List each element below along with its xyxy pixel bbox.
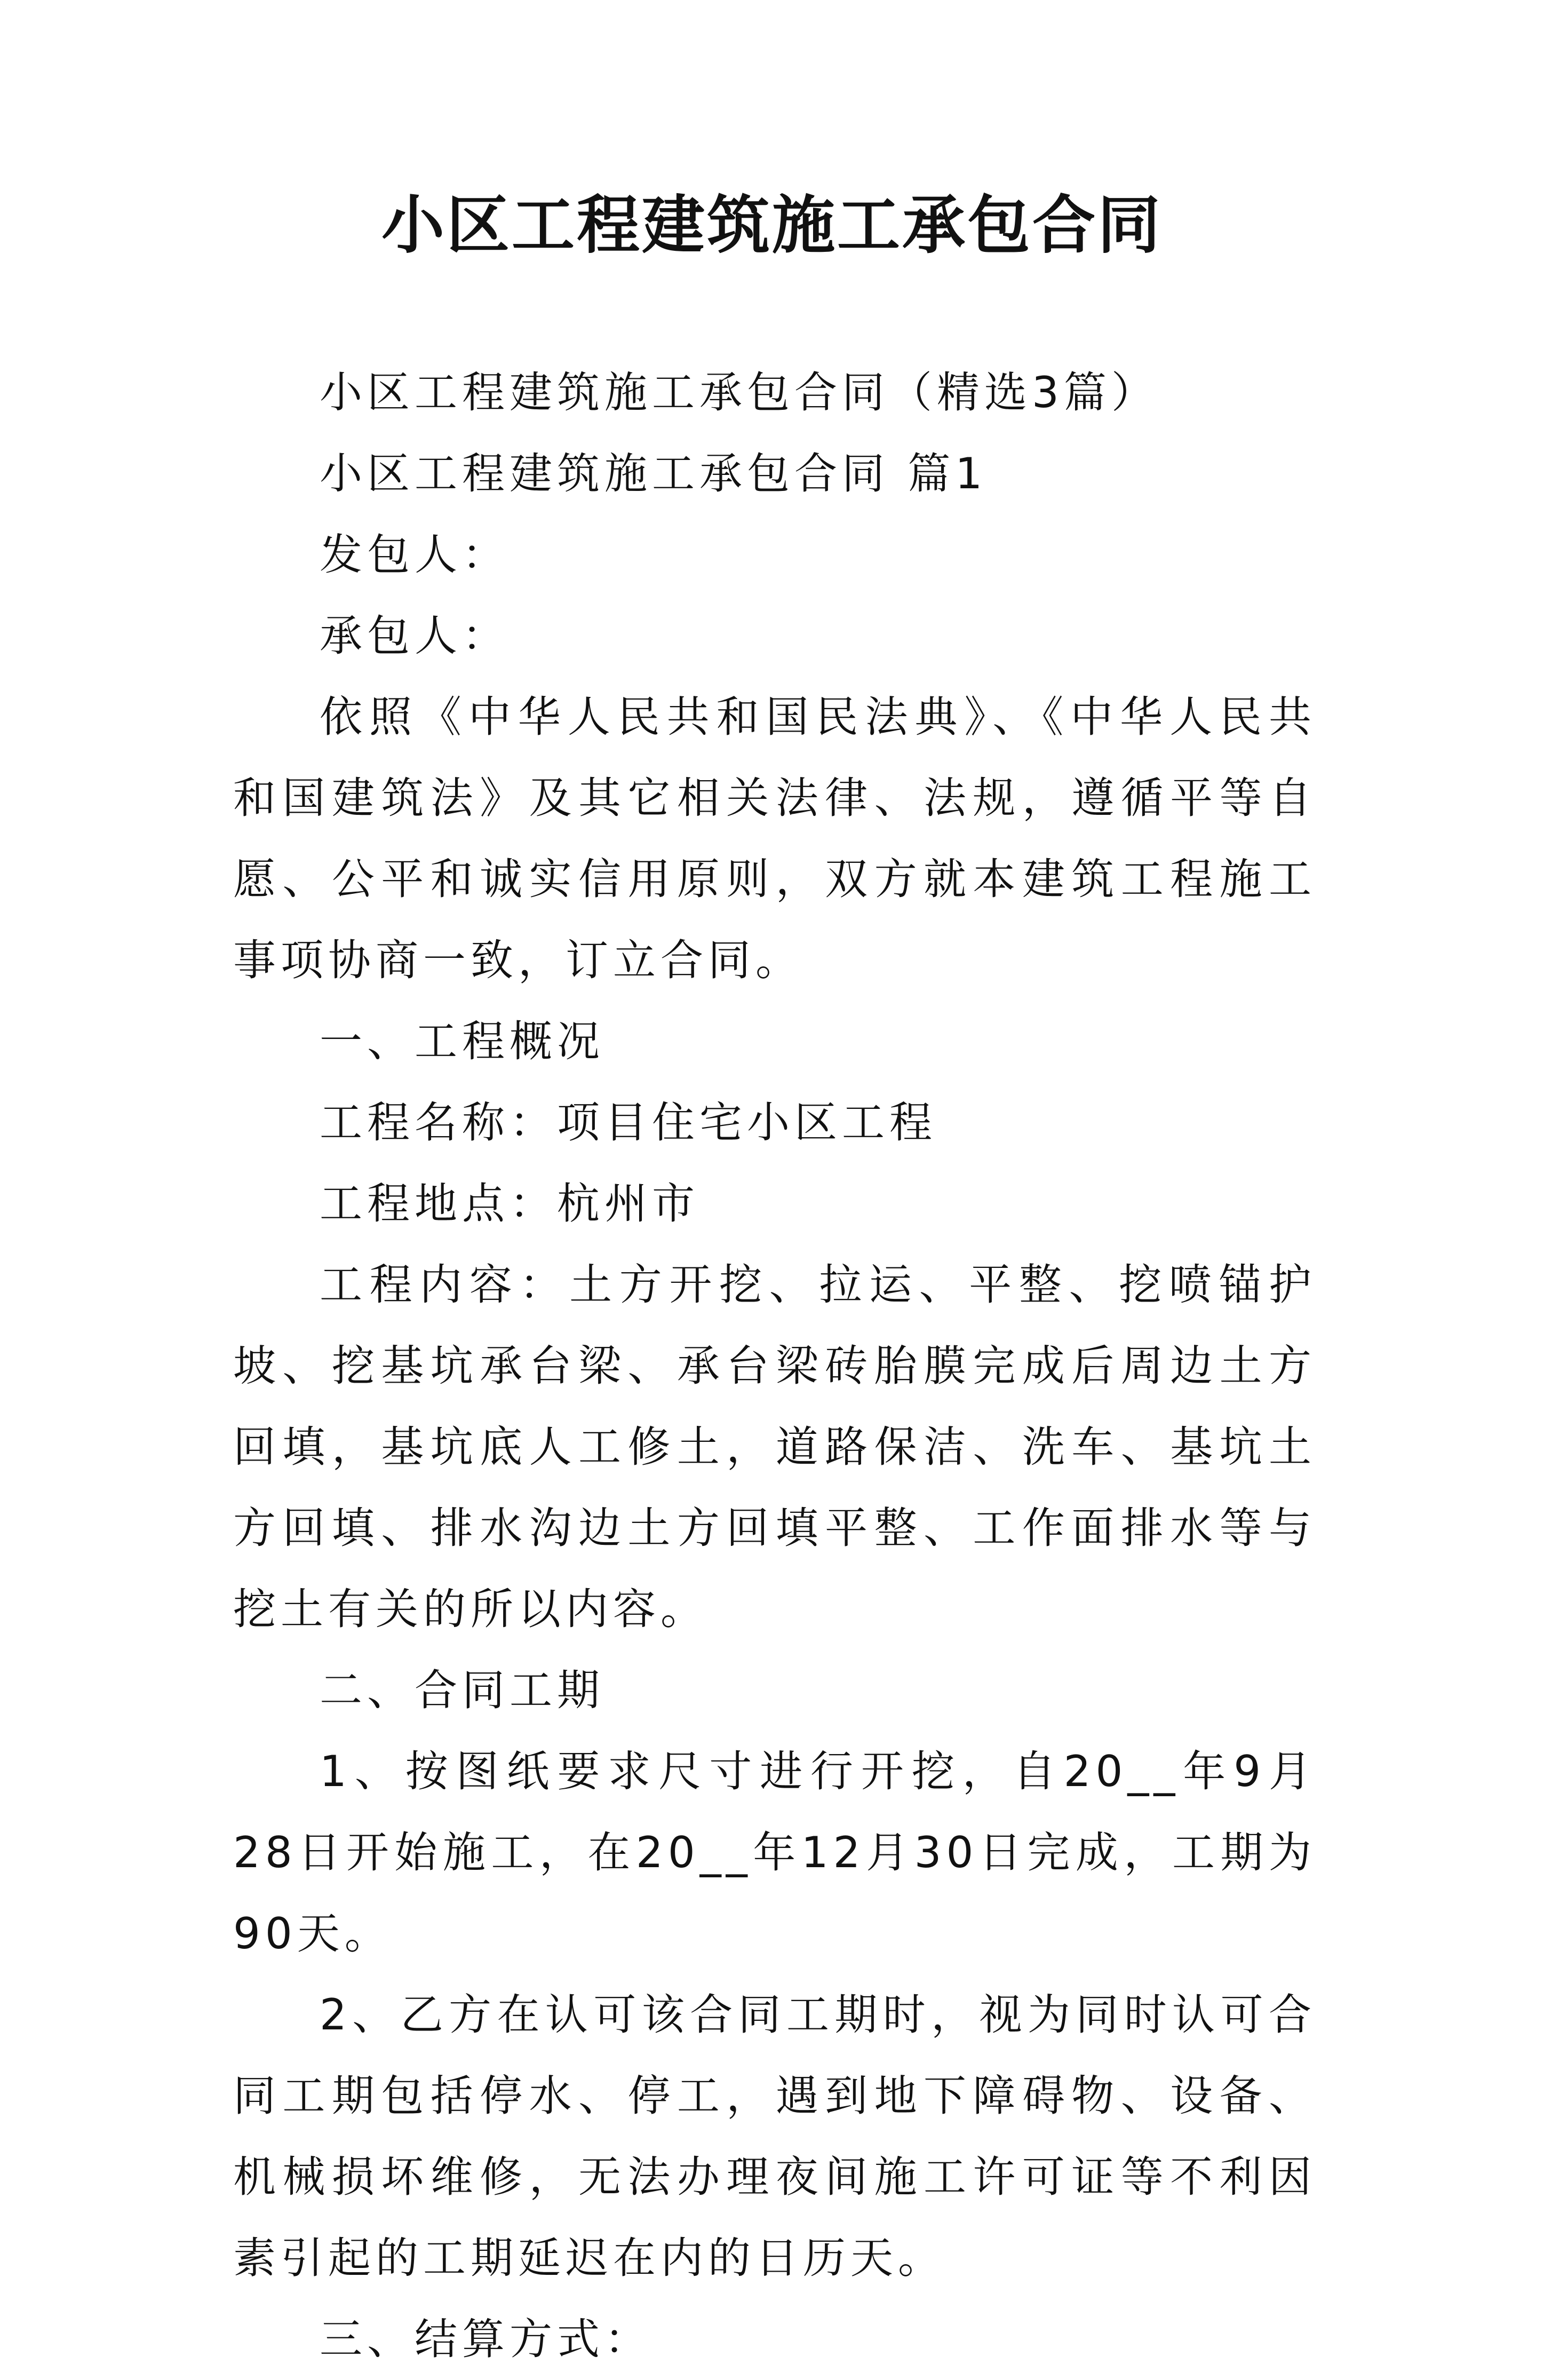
party-a-line: 发包人： bbox=[320, 530, 510, 580]
subtitle-paragraph: 小区工程建筑施工承包合同（精选3篇） bbox=[320, 368, 1159, 417]
duration-clause-2: 2、乙方在认可该合同工期时，视为同时认可合同工期包括停水、停工，遇到地下障碍物、设备、机械损坏维修，无法办理夜间施工许可证等不利因素引起的工期延迟在内的日历天。 bbox=[233, 1990, 1316, 2283]
project-location-line: 工程地点：杭州市 bbox=[320, 1179, 699, 1228]
section-heading-part1: 小区工程建筑施工承包合同 篇1 bbox=[320, 449, 988, 498]
party-b-line: 承包人： bbox=[320, 611, 510, 661]
section-heading-settlement: 三、结算方式： bbox=[320, 2314, 652, 2364]
document-body bbox=[233, 352, 1316, 2380]
section-heading-overview: 一、工程概况 bbox=[320, 1017, 604, 1066]
section-heading-duration: 二、合同工期 bbox=[320, 1665, 604, 1715]
project-name-line: 工程名称：项目住宅小区工程 bbox=[320, 1098, 937, 1147]
project-scope-paragraph: 工程内容：土方开挖、拉运、平整、挖喷锚护坡、挖基坑承台梁、承台梁砖胎膜完成后周边土方回填，基坑底人工修土，道路保洁、洗车、基坑土方回填、排水沟边土方回填平整、工作面排水等与挖土有关的所以内容。 bbox=[233, 1260, 1316, 1634]
preamble-paragraph: 依照《中华人民共和国民法典》、《中华人民共和国建筑法》及其它相关法律、法规，遵循平等自愿、公平和诚实信用原则，双方就本建筑工程施工事项协商一致，订立合同。 bbox=[233, 692, 1316, 985]
duration-clause-1: 1、按图纸要求尺寸进行开挖，自20__年9月28日开始施工，在20__年12月30日完成，工期为90天。 bbox=[233, 1747, 1316, 1958]
document-title: 小区工程建筑施工承包合同 bbox=[381, 188, 1163, 262]
